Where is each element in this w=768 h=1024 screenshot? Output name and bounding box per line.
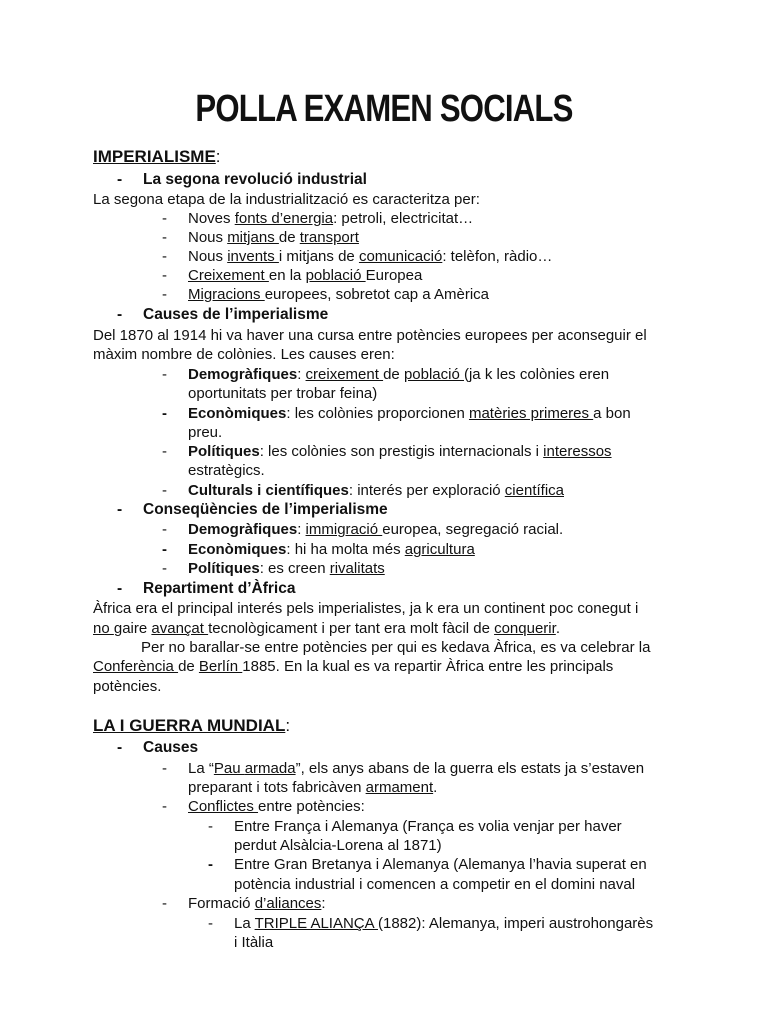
- bullet-dash: -: [162, 366, 167, 383]
- bullet-dash: -: [162, 541, 167, 558]
- list-item: - Creixement en la població Europea: [162, 267, 423, 284]
- list-item: - Polítiques: es creen rivalitats: [162, 560, 385, 577]
- list-item: - Econòmiques: les colònies proporcionen matèries primeres a bon: [162, 405, 631, 422]
- list-item-continuation: preu.: [188, 424, 223, 441]
- list-item: - Migracions europees, sobretot cap a Amèrica: [162, 286, 489, 303]
- list-item: - Econòmiques: hi ha molta més agricultura: [162, 541, 475, 558]
- bullet-dash: -: [162, 210, 167, 227]
- bullet-dash: -: [162, 482, 167, 499]
- bullet-dash: -: [162, 229, 167, 246]
- list-item: - La “Pau armada”, els anys abans de la guerra els estats ja s’estaven: [162, 760, 645, 777]
- paragraph-africa-5: potències.: [93, 678, 162, 695]
- list-item: - Polítiques: les colònies son prestigis internacionals i interessos: [162, 443, 612, 460]
- paragraph-segona-intro: La segona etapa de la industrialització es caracteritza per:: [93, 191, 480, 208]
- bullet-dash: -: [162, 760, 167, 777]
- bullet-dash: -: [162, 286, 167, 303]
- nested-list-item: - Entre França i Alemanya (França es volia venjar per haver: [208, 818, 622, 835]
- section-heading-imperialisme: IMPERIALISME:: [93, 147, 221, 166]
- paragraph-causes-2: màxim nombre de colònies. Les causes eren:: [93, 346, 395, 363]
- bullet-dash: -: [162, 443, 167, 460]
- list-item: - Culturals i científiques: interés per exploració científica: [162, 482, 564, 499]
- list-item-continuation: estratègics.: [188, 462, 265, 479]
- subheading-causes-imperialisme: - Causes de l’imperialisme: [117, 306, 329, 323]
- list-item: - Nous invents i mitjans de comunicació: telèfon, ràdio…: [162, 248, 553, 265]
- nested-list-item: - Entre Gran Bretanya i Alemanya (Alemanya l’havia superat en: [208, 856, 647, 873]
- paragraph-africa-1: Àfrica era el principal interés pels imperialistes, ja k era un continent poc conegut i: [93, 600, 639, 617]
- subheading-repartiment-africa: - Repartiment d’Àfrica: [117, 580, 296, 597]
- page-title: POLLA EXAMEN SOCIALS: [195, 88, 573, 130]
- subheading-consequencies: - Conseqüències de l’imperialisme: [117, 501, 388, 518]
- bullet-dash: -: [117, 580, 123, 597]
- list-item: - Demogràfiques: creixement de població (ja k les colònies eren: [162, 366, 610, 383]
- section-heading-guerra-mundial: LA I GUERRA MUNDIAL:: [93, 716, 291, 735]
- paragraph-africa-4: Conferència de Berlín 1885. En la kual es va repartir Àfrica entre les principals: [93, 658, 614, 675]
- bullet-dash: -: [162, 405, 167, 422]
- nested-list-item: - La TRIPLE ALIANÇA (1882): Alemanya, imperi austrohongarès: [208, 915, 654, 932]
- paragraph-africa-3: Per no barallar-se entre potències per qui es kedava Àfrica, es va celebrar la: [141, 639, 651, 656]
- bullet-dash: -: [208, 915, 213, 932]
- subheading-causes-guerra: - Causes: [117, 739, 199, 756]
- list-item: - Demogràfiques: immigració europea, segregació racial.: [162, 521, 564, 538]
- paragraph-africa-2: no gaire avançat tecnològicament i per tant era molt fàcil de conquerir.: [93, 620, 560, 637]
- list-item-continuation: i Itàlia: [234, 934, 274, 951]
- bullet-dash: -: [162, 798, 167, 815]
- bullet-dash: -: [162, 560, 167, 577]
- bullet-dash: -: [162, 895, 167, 912]
- list-item: - Formació d’aliances:: [162, 895, 326, 912]
- bullet-dash: -: [162, 248, 167, 265]
- list-item-continuation: preparant i tots fabricàven armament.: [188, 779, 438, 796]
- paragraph-causes-1: Del 1870 al 1914 hi va haver una cursa entre potències europees per aconseguir el: [93, 327, 647, 344]
- list-item-continuation: oportunitats per trobar feina): [188, 385, 378, 402]
- subheading-segona-revolucio: - La segona revolució industrial: [117, 171, 367, 188]
- bullet-dash: -: [162, 521, 167, 538]
- list-item: - Nous mitjans de transport: [162, 229, 359, 246]
- list-item-continuation: potència industrial i comencen a competir en el domini naval: [234, 876, 636, 893]
- bullet-dash: -: [117, 501, 123, 518]
- bullet-dash: -: [208, 818, 213, 835]
- bullet-dash: -: [117, 306, 123, 323]
- bullet-dash: -: [208, 856, 213, 873]
- bullet-dash: -: [162, 267, 167, 284]
- list-item: - Noves fonts d’energia: petroli, electricitat…: [162, 210, 474, 227]
- list-item-continuation: perdut Alsàlcia-Lorena al 1871): [234, 837, 442, 854]
- bullet-dash: -: [117, 739, 123, 756]
- list-item: - Conflictes entre potències:: [162, 798, 365, 815]
- bullet-dash: -: [117, 171, 123, 188]
